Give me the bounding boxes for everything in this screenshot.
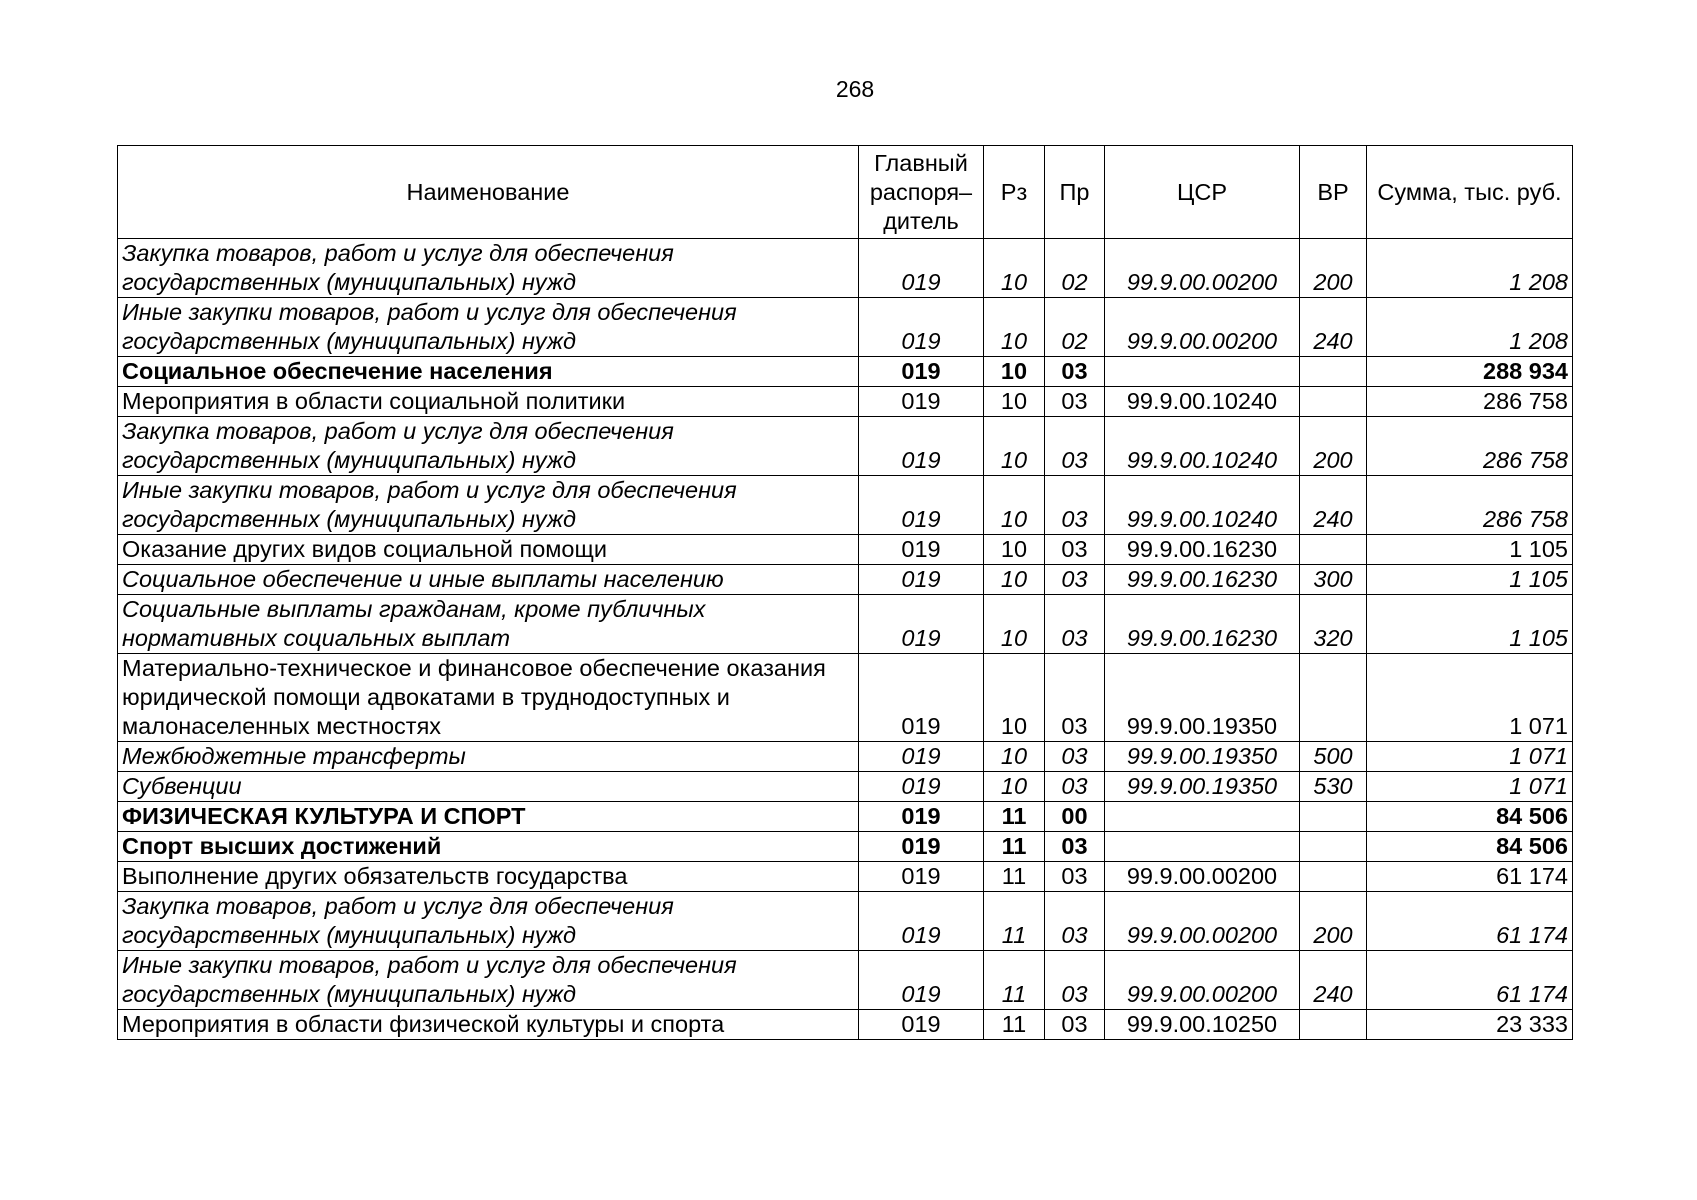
cell-pr: 03	[1045, 742, 1105, 772]
cell-name: Иные закупки товаров, работ и услуг для обеспечения государственных (муниципальных) нужд	[118, 476, 859, 535]
cell-csr: 99.9.00.19350	[1105, 654, 1300, 742]
cell-name: ФИЗИЧЕСКАЯ КУЛЬТУРА И СПОРТ	[118, 802, 859, 832]
cell-csr: 99.9.00.00200	[1105, 951, 1300, 1010]
cell-admin: 019	[859, 476, 984, 535]
cell-vr	[1300, 387, 1367, 417]
cell-admin: 019	[859, 654, 984, 742]
cell-csr: 99.9.00.19350	[1105, 772, 1300, 802]
cell-rz: 11	[984, 832, 1045, 862]
cell-sum: 84 506	[1367, 832, 1573, 862]
cell-csr: 99.9.00.10240	[1105, 387, 1300, 417]
cell-pr: 03	[1045, 654, 1105, 742]
cell-vr: 500	[1300, 742, 1367, 772]
cell-name: Социальное обеспечение населения	[118, 357, 859, 387]
cell-pr: 03	[1045, 772, 1105, 802]
cell-vr: 240	[1300, 476, 1367, 535]
cell-name: Закупка товаров, работ и услуг для обеспечения государственных (муниципальных) нужд	[118, 239, 859, 298]
cell-pr: 03	[1045, 595, 1105, 654]
table-header-row	[118, 146, 1573, 239]
table-row	[118, 595, 1573, 654]
cell-sum: 1 071	[1367, 772, 1573, 802]
cell-sum: 286 758	[1367, 387, 1573, 417]
cell-csr: 99.9.00.10240	[1105, 476, 1300, 535]
cell-vr	[1300, 1010, 1367, 1040]
cell-vr	[1300, 654, 1367, 742]
cell-sum: 1 071	[1367, 654, 1573, 742]
cell-csr: 99.9.00.00200	[1105, 892, 1300, 951]
cell-csr	[1105, 832, 1300, 862]
cell-rz: 11	[984, 802, 1045, 832]
cell-sum: 286 758	[1367, 417, 1573, 476]
cell-admin: 019	[859, 417, 984, 476]
table-row	[118, 951, 1573, 1010]
cell-vr: 200	[1300, 892, 1367, 951]
cell-sum: 61 174	[1367, 862, 1573, 892]
cell-rz: 10	[984, 565, 1045, 595]
table-row	[118, 832, 1573, 862]
cell-csr: 99.9.00.16230	[1105, 595, 1300, 654]
cell-pr: 00	[1045, 802, 1105, 832]
cell-admin: 019	[859, 772, 984, 802]
cell-pr: 03	[1045, 892, 1105, 951]
cell-name: Мероприятия в области социальной политики	[118, 387, 859, 417]
cell-pr: 03	[1045, 387, 1105, 417]
cell-admin: 019	[859, 832, 984, 862]
budget-table	[117, 145, 1573, 1040]
table-row	[118, 1010, 1573, 1040]
table-row	[118, 476, 1573, 535]
cell-admin: 019	[859, 1010, 984, 1040]
cell-vr: 300	[1300, 565, 1367, 595]
cell-admin: 019	[859, 892, 984, 951]
cell-sum: 23 333	[1367, 1010, 1573, 1040]
cell-name: Оказание других видов социальной помощи	[118, 535, 859, 565]
cell-name: Социальные выплаты гражданам, кроме публичных нормативных социальных выплат	[118, 595, 859, 654]
cell-vr: 240	[1300, 951, 1367, 1010]
cell-vr: 530	[1300, 772, 1367, 802]
table-body	[118, 239, 1573, 1040]
header-pr: Пр	[1045, 146, 1105, 239]
cell-rz: 10	[984, 357, 1045, 387]
cell-admin: 019	[859, 802, 984, 832]
cell-csr: 99.9.00.10240	[1105, 417, 1300, 476]
cell-rz: 10	[984, 595, 1045, 654]
table-row	[118, 565, 1573, 595]
header-admin: Главный распоря– дитель	[859, 146, 984, 239]
cell-name: Иные закупки товаров, работ и услуг для обеспечения государственных (муниципальных) нужд	[118, 951, 859, 1010]
cell-csr: 99.9.00.16230	[1105, 535, 1300, 565]
cell-rz: 10	[984, 654, 1045, 742]
table-row	[118, 862, 1573, 892]
cell-admin: 019	[859, 357, 984, 387]
header-name: Наименование	[118, 146, 859, 239]
table-row	[118, 802, 1573, 832]
cell-name: Закупка товаров, работ и услуг для обеспечения государственных (муниципальных) нужд	[118, 417, 859, 476]
cell-sum: 286 758	[1367, 476, 1573, 535]
cell-admin: 019	[859, 595, 984, 654]
table-row	[118, 892, 1573, 951]
cell-sum: 1 208	[1367, 239, 1573, 298]
cell-pr: 02	[1045, 239, 1105, 298]
cell-vr	[1300, 535, 1367, 565]
cell-admin: 019	[859, 565, 984, 595]
cell-csr: 99.9.00.19350	[1105, 742, 1300, 772]
cell-name: Социальное обеспечение и иные выплаты населению	[118, 565, 859, 595]
cell-vr	[1300, 802, 1367, 832]
cell-csr: 99.9.00.00200	[1105, 298, 1300, 357]
cell-csr	[1105, 357, 1300, 387]
cell-rz: 11	[984, 862, 1045, 892]
cell-vr: 200	[1300, 417, 1367, 476]
cell-name: Мероприятия в области физической культуры и спорта	[118, 1010, 859, 1040]
cell-sum: 1 071	[1367, 742, 1573, 772]
cell-rz: 10	[984, 239, 1045, 298]
cell-name: Спорт высших достижений	[118, 832, 859, 862]
cell-pr: 03	[1045, 357, 1105, 387]
cell-vr: 240	[1300, 298, 1367, 357]
cell-rz: 11	[984, 892, 1045, 951]
header-csr: ЦСР	[1105, 146, 1300, 239]
cell-pr: 03	[1045, 476, 1105, 535]
header-sum: Сумма, тыс. руб.	[1367, 146, 1573, 239]
cell-sum: 1 105	[1367, 535, 1573, 565]
table-row	[118, 654, 1573, 742]
cell-csr: 99.9.00.16230	[1105, 565, 1300, 595]
cell-vr: 320	[1300, 595, 1367, 654]
cell-csr: 99.9.00.10250	[1105, 1010, 1300, 1040]
cell-vr	[1300, 832, 1367, 862]
cell-rz: 11	[984, 951, 1045, 1010]
table-row	[118, 535, 1573, 565]
cell-name: Закупка товаров, работ и услуг для обеспечения государственных (муниципальных) нужд	[118, 892, 859, 951]
cell-name: Материально-техническое и финансовое обеспечение оказания юридической помощи адвокатами в труднодоступных и малонаселенных местностях	[118, 654, 859, 742]
cell-rz: 10	[984, 417, 1045, 476]
cell-sum: 1 105	[1367, 595, 1573, 654]
cell-admin: 019	[859, 387, 984, 417]
cell-csr: 99.9.00.00200	[1105, 862, 1300, 892]
cell-rz: 10	[984, 772, 1045, 802]
cell-csr	[1105, 802, 1300, 832]
table-row	[118, 239, 1573, 298]
table-row	[118, 417, 1573, 476]
cell-rz: 10	[984, 298, 1045, 357]
cell-name: Межбюджетные трансферты	[118, 742, 859, 772]
table-row	[118, 387, 1573, 417]
cell-rz: 10	[984, 476, 1045, 535]
cell-admin: 019	[859, 951, 984, 1010]
cell-sum: 1 105	[1367, 565, 1573, 595]
table-row	[118, 772, 1573, 802]
table-row	[118, 357, 1573, 387]
cell-rz: 10	[984, 742, 1045, 772]
cell-pr: 03	[1045, 417, 1105, 476]
cell-rz: 10	[984, 535, 1045, 565]
table-row	[118, 298, 1573, 357]
page-number: 268	[835, 76, 875, 102]
cell-sum: 1 208	[1367, 298, 1573, 357]
table-row	[118, 742, 1573, 772]
cell-name: Выполнение других обязательств государства	[118, 862, 859, 892]
cell-admin: 019	[859, 862, 984, 892]
cell-pr: 03	[1045, 862, 1105, 892]
cell-vr	[1300, 862, 1367, 892]
cell-pr: 03	[1045, 832, 1105, 862]
cell-sum: 61 174	[1367, 951, 1573, 1010]
cell-vr: 200	[1300, 239, 1367, 298]
cell-sum: 84 506	[1367, 802, 1573, 832]
cell-rz: 10	[984, 387, 1045, 417]
cell-pr: 03	[1045, 1010, 1105, 1040]
cell-pr: 03	[1045, 535, 1105, 565]
header-rz: Рз	[984, 146, 1045, 239]
cell-pr: 03	[1045, 951, 1105, 1010]
cell-admin: 019	[859, 742, 984, 772]
cell-pr: 02	[1045, 298, 1105, 357]
cell-name: Субвенции	[118, 772, 859, 802]
cell-vr	[1300, 357, 1367, 387]
cell-sum: 61 174	[1367, 892, 1573, 951]
cell-name: Иные закупки товаров, работ и услуг для обеспечения государственных (муниципальных) нужд	[118, 298, 859, 357]
cell-sum: 288 934	[1367, 357, 1573, 387]
cell-rz: 11	[984, 1010, 1045, 1040]
cell-admin: 019	[859, 298, 984, 357]
header-vr: ВР	[1300, 146, 1367, 239]
cell-csr: 99.9.00.00200	[1105, 239, 1300, 298]
cell-pr: 03	[1045, 565, 1105, 595]
cell-admin: 019	[859, 239, 984, 298]
cell-admin: 019	[859, 535, 984, 565]
